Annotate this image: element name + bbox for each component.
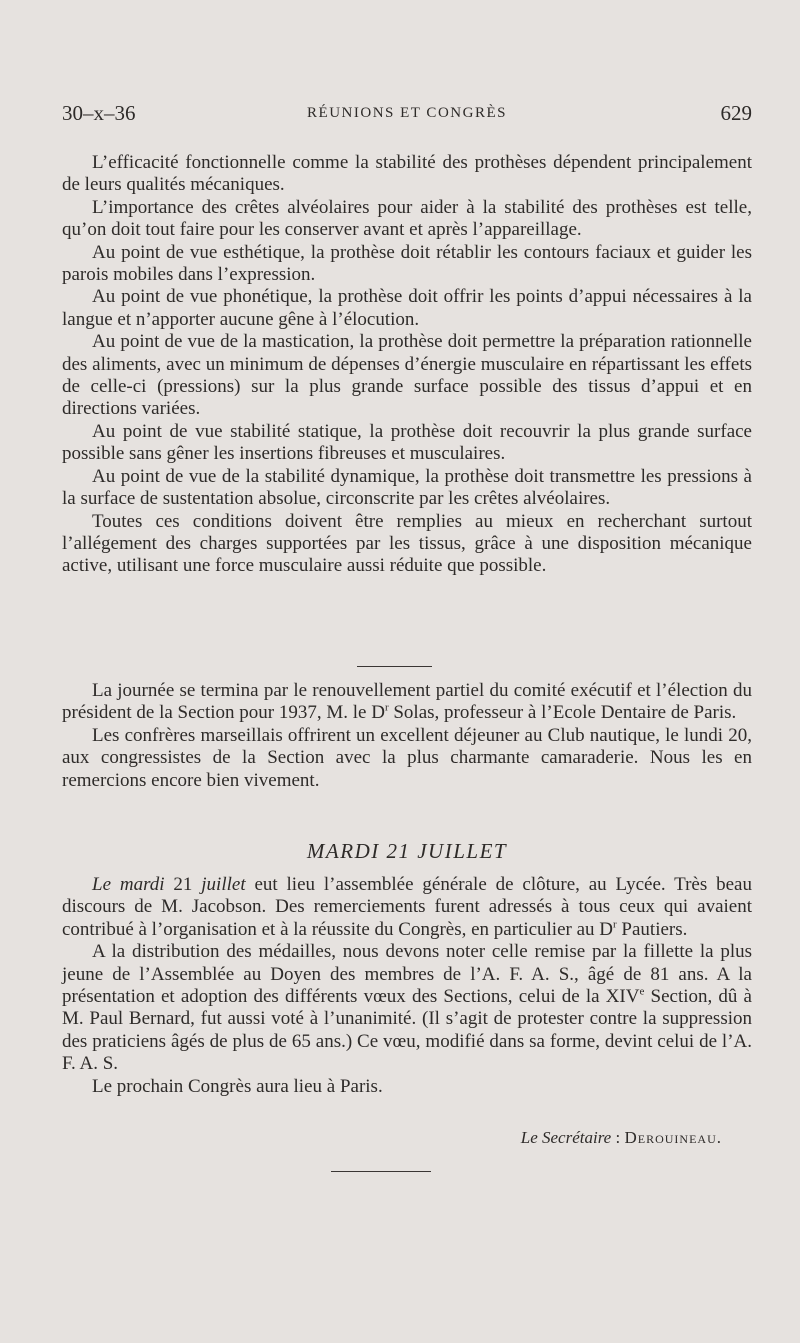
paragraph: L’importance des crêtes alvéolaires pour aider à la stabilité des prothèses est telle, qu’on doit tout faire pour les conserver avant et après l’appareillage. [62,196,752,241]
paragraph: La journée se termina par le renouvellement partiel du comité exécutif et l’élection du président de la Section pour 1937, M. le $D^r$ Solas, professeur à l’Ecole Dentaire de Paris. [62,680,752,724]
text-block-prosthesis [62,152,752,578]
paragraph: L’efficacité fonctionnelle comme la stabilité des prothèses dépendent principalement de leurs qualités mécaniques. [62,152,752,196]
separator-rule [357,666,432,667]
running-header [62,101,752,133]
paragraph: Au point de vue esthétique, la prothèse doit rétablir les contours faciaux et guider les parois mobiles dans l’expression. [62,241,752,286]
end-rule [331,1171,431,1172]
paragraph: A la distribution des médailles, nous devons noter celle remise par la fillette la plus jeune de l’Assemblée au Doyen des membres de l’A. F. A. S., âgé de 81 ans. A la présentation et adoption des différents vœux des Sections, celui de la XIVe Section, dû à M. Paul Bernard, fut aussi voté à l’unanimité. (Il s’agit de protester contre la suppression des praticiens âgés de plus de 65 ans.) Ce vœu, modifié dans sa forme, devint celui de l’A. F. A. S. [62,941,752,1075]
paragraph: Au point de vue de la mastication, la prothèse doit permettre la préparation rationnelle des aliments, avec un minimum de dépenses d’énergie musculaire en répartissant les effets de celle-ci (pressions) sur la plus grande surface possible des tissus d’appui et en directions variées. [62,331,752,420]
signature-name: Derouineau. [624,1128,722,1147]
page-number: 629 [720,101,752,125]
paragraph: Au point de vue stabilité statique, la prothèse doit recouvrir la plus grande surface possible sans gêner les insertions fibreuses et musculaires. [62,420,752,465]
text-block-tuesday [62,874,752,1098]
text-block-closing-day [62,680,752,792]
paragraph: Toutes ces conditions doivent être remplies au mieux en recherchant surtout l’allégement des charges supportées par les tissus, grâce à une disposition mécanique active, utilisant une force musculaire aussi réduite que possible. [62,510,752,577]
section-heading: MARDI 21 JUILLET [306,839,508,863]
paragraph: Au point de vue phonétique, la prothèse doit offrir les points d’appui nécessaires à la langue et n’apporter aucune gêne à l’élocution. [62,286,752,330]
header-date: 30–x–36 [62,101,136,125]
paragraph: Le prochain Congrès aura lieu à Paris. [92,1075,383,1097]
signature [521,1128,722,1148]
signature-role: Le Secrétaire [520,1128,612,1147]
header-title: RÉUNIONS ET CONGRÈS [307,105,507,121]
paragraph: Le mardi 21 juillet eut lieu l’assemblée générale de clôture, au Lycée. Très beau discours de M. Jacobson. Des remerciements furent adressés à tous ceux qui avaient contribué à l’organisation et à la réussite du Congrès, en particulier au $D^r$ Pautiers. [62,874,752,940]
paragraph: Les confrères marseillais offrirent un excellent déjeuner au Club nautique, le lundi 20, aux congressistes de la Section avec la plus charmante camaraderie. Nous les en remercions encore bien vivement. [62,724,752,791]
signature-separator: : [611,1128,625,1147]
paragraph: Au point de vue de la stabilité dynamique, la prothèse doit transmettre les pressions à la surface de sustentation absolue, circonscrite par les crêtes alvéolaires. [62,465,752,510]
